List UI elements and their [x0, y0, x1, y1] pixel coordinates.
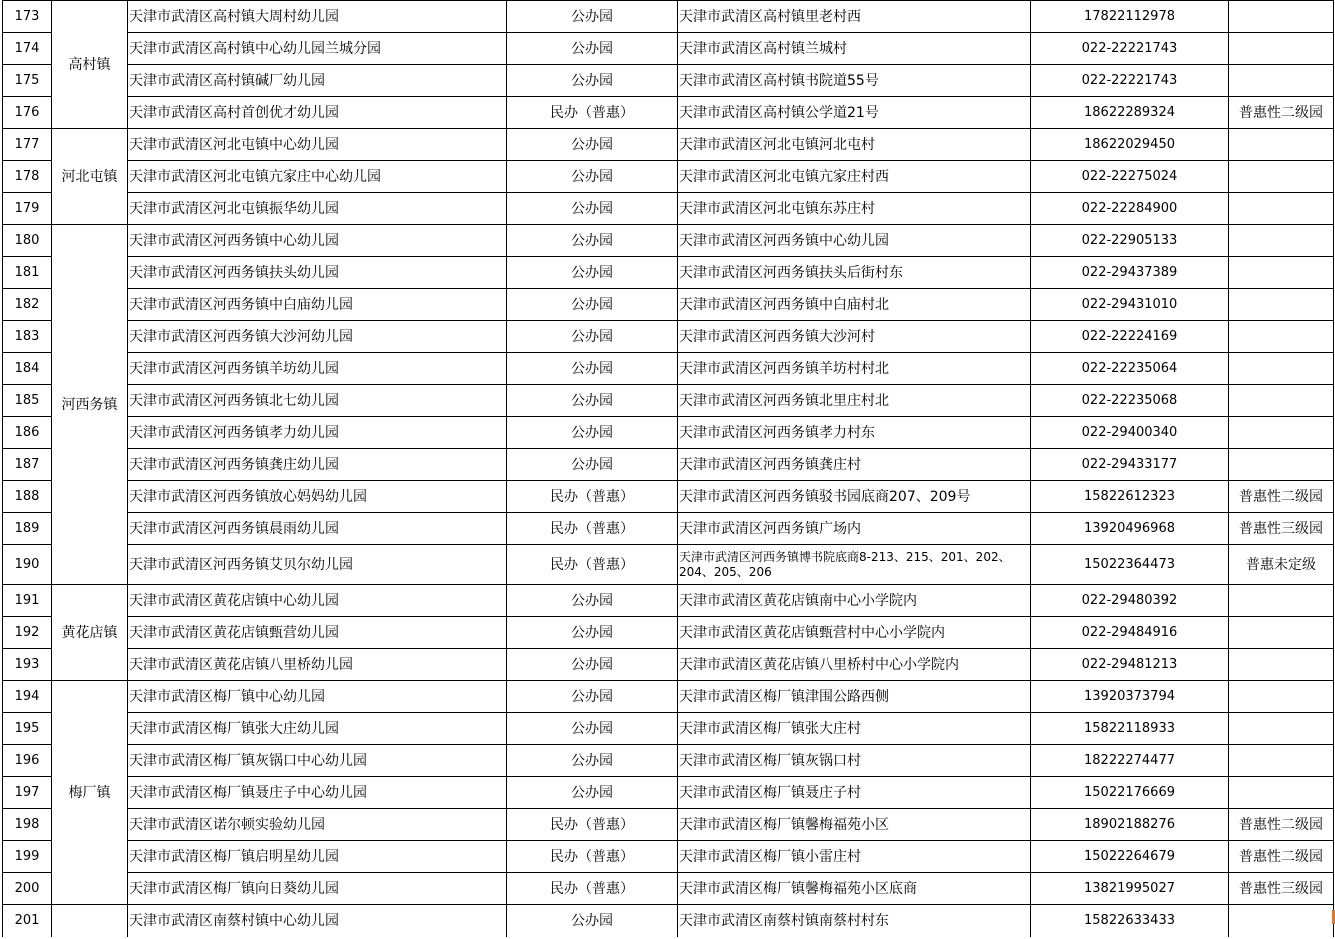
address: 天津市武清区黄花店镇南中心小学院内	[678, 585, 1031, 617]
town-cell: 河北屯镇	[52, 129, 128, 225]
row-number: 199	[3, 841, 52, 873]
table-row	[3, 385, 1334, 417]
kindergarten-name: 天津市武清区高村镇中心幼儿园兰城分园	[128, 33, 507, 65]
rating-note	[1229, 65, 1334, 97]
kindergarten-name: 天津市武清区河北屯镇亢家庄中心幼儿园	[128, 161, 507, 193]
kindergarten-name: 天津市武清区黄花店镇中心幼儿园	[128, 585, 507, 617]
row-number: 176	[3, 97, 52, 129]
rating-note	[1229, 649, 1334, 681]
address: 天津市武清区河西务镇大沙河村	[678, 321, 1031, 353]
address: 天津市武清区河西务镇驳书园底商207、209号	[678, 481, 1031, 513]
school-type: 民办（普惠）	[507, 873, 678, 905]
school-type: 公办园	[507, 129, 678, 161]
row-number: 175	[3, 65, 52, 97]
school-type: 公办园	[507, 353, 678, 385]
kindergarten-name: 天津市武清区梅厂镇聂庄子中心幼儿园	[128, 777, 507, 809]
phone-number: 15822118933	[1031, 713, 1229, 745]
rating-note	[1229, 417, 1334, 449]
phone-number: 022-22905133	[1031, 225, 1229, 257]
rating-note: 普惠性二级园	[1229, 809, 1334, 841]
row-number: 177	[3, 129, 52, 161]
row-number: 174	[3, 33, 52, 65]
school-type: 公办园	[507, 257, 678, 289]
phone-number: 15822612323	[1031, 481, 1229, 513]
address: 天津市武清区梅厂镇小雷庄村	[678, 841, 1031, 873]
address: 天津市武清区黄花店镇八里桥村中心小学院内	[678, 649, 1031, 681]
rating-note	[1229, 617, 1334, 649]
school-type: 公办园	[507, 33, 678, 65]
table-row	[3, 585, 1334, 617]
school-type: 公办园	[507, 225, 678, 257]
row-number: 181	[3, 257, 52, 289]
school-type: 民办（普惠）	[507, 97, 678, 129]
school-type: 公办园	[507, 449, 678, 481]
phone-number: 15822633433	[1031, 905, 1229, 937]
row-number: 192	[3, 617, 52, 649]
address: 天津市武清区梅厂镇灰锅口村	[678, 745, 1031, 777]
phone-number: 13920496968	[1031, 513, 1229, 545]
phone-number: 022-29484916	[1031, 617, 1229, 649]
town-cell: 高村镇	[52, 1, 128, 129]
table-row	[3, 745, 1334, 777]
row-number: 200	[3, 873, 52, 905]
table-row	[3, 161, 1334, 193]
school-type: 公办园	[507, 745, 678, 777]
address: 天津市武清区梅厂镇津围公路西侧	[678, 681, 1031, 713]
rating-note	[1229, 713, 1334, 745]
phone-number: 18622289324	[1031, 97, 1229, 129]
school-type: 公办园	[507, 585, 678, 617]
school-type: 公办园	[507, 617, 678, 649]
table-row	[3, 129, 1334, 161]
row-number: 179	[3, 193, 52, 225]
row-number: 184	[3, 353, 52, 385]
phone-number: 022-22284900	[1031, 193, 1229, 225]
kindergarten-name: 天津市武清区河西务镇孝力幼儿园	[128, 417, 507, 449]
address: 天津市武清区黄花店镇甄营村中心小学院内	[678, 617, 1031, 649]
kindergarten-name: 天津市武清区黄花店镇甄营幼儿园	[128, 617, 507, 649]
address: 天津市武清区河西务镇羊坊村村北	[678, 353, 1031, 385]
kindergarten-name: 天津市武清区河西务镇大沙河幼儿园	[128, 321, 507, 353]
table-row	[3, 513, 1334, 545]
table-row	[3, 321, 1334, 353]
rating-note	[1229, 289, 1334, 321]
school-type: 公办园	[507, 681, 678, 713]
row-number: 188	[3, 481, 52, 513]
school-type: 公办园	[507, 905, 678, 937]
table-row	[3, 841, 1334, 873]
address: 天津市武清区河西务镇北里庄村北	[678, 385, 1031, 417]
address: 天津市武清区河西务镇扶头后街村东	[678, 257, 1031, 289]
school-type: 公办园	[507, 289, 678, 321]
kindergarten-table	[2, 0, 1334, 937]
table-row	[3, 617, 1334, 649]
kindergarten-name: 天津市武清区南蔡村镇中心幼儿园	[128, 905, 507, 937]
school-type: 民办（普惠）	[507, 809, 678, 841]
address: 天津市武清区高村镇兰城村	[678, 33, 1031, 65]
phone-number: 022-22235064	[1031, 353, 1229, 385]
town-cell	[52, 905, 128, 937]
kindergarten-name: 天津市武清区梅厂镇中心幼儿园	[128, 681, 507, 713]
town-cell: 黄花店镇	[52, 585, 128, 681]
row-number: 185	[3, 385, 52, 417]
rating-note: 普惠性三级园	[1229, 873, 1334, 905]
row-number: 198	[3, 809, 52, 841]
phone-number: 13920373794	[1031, 681, 1229, 713]
phone-number: 18222274477	[1031, 745, 1229, 777]
address: 天津市武清区河西务镇孝力村东	[678, 417, 1031, 449]
table-row	[3, 649, 1334, 681]
row-number: 183	[3, 321, 52, 353]
town-cell: 河西务镇	[52, 225, 128, 585]
address: 天津市武清区河西务镇中白庙村北	[678, 289, 1031, 321]
kindergarten-name: 天津市武清区河西务镇晨雨幼儿园	[128, 513, 507, 545]
kindergarten-name: 天津市武清区河西务镇放心妈妈幼儿园	[128, 481, 507, 513]
school-type: 民办（普惠）	[507, 545, 678, 585]
rating-note	[1229, 257, 1334, 289]
rating-note	[1229, 905, 1334, 937]
address: 天津市武清区梅厂镇聂庄子村	[678, 777, 1031, 809]
address: 天津市武清区高村镇公学道21号	[678, 97, 1031, 129]
phone-number: 022-29437389	[1031, 257, 1229, 289]
rating-note: 普惠性二级园	[1229, 841, 1334, 873]
rating-note	[1229, 353, 1334, 385]
school-type: 公办园	[507, 161, 678, 193]
table-row	[3, 97, 1334, 129]
phone-number: 18622029450	[1031, 129, 1229, 161]
phone-number: 022-29433177	[1031, 449, 1229, 481]
phone-number: 15022264679	[1031, 841, 1229, 873]
row-number: 180	[3, 225, 52, 257]
phone-number: 022-22221743	[1031, 33, 1229, 65]
row-number: 193	[3, 649, 52, 681]
school-type: 公办园	[507, 193, 678, 225]
kindergarten-name: 天津市武清区河西务镇北七幼儿园	[128, 385, 507, 417]
address: 天津市武清区河北屯镇东苏庄村	[678, 193, 1031, 225]
kindergarten-name: 天津市武清区梅厂镇向日葵幼儿园	[128, 873, 507, 905]
address: 天津市武清区河西务镇龚庄村	[678, 449, 1031, 481]
rating-note: 普惠性二级园	[1229, 481, 1334, 513]
row-number: 173	[3, 1, 52, 33]
table-row	[3, 713, 1334, 745]
row-number: 189	[3, 513, 52, 545]
phone-number: 022-22275024	[1031, 161, 1229, 193]
phone-number: 022-22221743	[1031, 65, 1229, 97]
phone-number: 022-29480392	[1031, 585, 1229, 617]
address: 天津市武清区南蔡村镇南蔡村村东	[678, 905, 1031, 937]
rating-note	[1229, 225, 1334, 257]
rating-note	[1229, 161, 1334, 193]
address: 天津市武清区梅厂镇张大庄村	[678, 713, 1031, 745]
table-row	[3, 417, 1334, 449]
table-row	[3, 65, 1334, 97]
rating-note	[1229, 449, 1334, 481]
address: 天津市武清区河北屯镇河北屯村	[678, 129, 1031, 161]
kindergarten-name: 天津市武清区诺尔顿实验幼儿园	[128, 809, 507, 841]
school-type: 公办园	[507, 65, 678, 97]
kindergarten-name: 天津市武清区河北屯镇中心幼儿园	[128, 129, 507, 161]
row-number: 182	[3, 289, 52, 321]
table-row	[3, 681, 1334, 713]
rating-note	[1229, 129, 1334, 161]
kindergarten-name: 天津市武清区梅厂镇灰锅口中心幼儿园	[128, 745, 507, 777]
phone-number: 17822112978	[1031, 1, 1229, 33]
kindergarten-name: 天津市武清区河西务镇艾贝尔幼儿园	[128, 545, 507, 585]
row-number: 178	[3, 161, 52, 193]
rating-note	[1229, 745, 1334, 777]
phone-number: 022-22224169	[1031, 321, 1229, 353]
kindergarten-name: 天津市武清区黄花店镇八里桥幼儿园	[128, 649, 507, 681]
row-number: 195	[3, 713, 52, 745]
address: 天津市武清区河西务镇博书院底商8-213、215、201、202、204、205、206	[678, 545, 1031, 585]
phone-number: 022-29481213	[1031, 649, 1229, 681]
row-number: 186	[3, 417, 52, 449]
rating-note	[1229, 193, 1334, 225]
table-row	[3, 481, 1334, 513]
school-type: 公办园	[507, 713, 678, 745]
table-row	[3, 1, 1334, 33]
phone-number: 13821995027	[1031, 873, 1229, 905]
kindergarten-name: 天津市武清区高村首创优才幼儿园	[128, 97, 507, 129]
phone-number: 15022364473	[1031, 545, 1229, 585]
row-number: 194	[3, 681, 52, 713]
table-row	[3, 905, 1334, 937]
rating-note	[1229, 777, 1334, 809]
rating-note	[1229, 321, 1334, 353]
rating-note	[1229, 33, 1334, 65]
kindergarten-name: 天津市武清区河西务镇羊坊幼儿园	[128, 353, 507, 385]
kindergarten-name: 天津市武清区河西务镇龚庄幼儿园	[128, 449, 507, 481]
table-row	[3, 809, 1334, 841]
school-type: 公办园	[507, 321, 678, 353]
rating-note	[1229, 681, 1334, 713]
kindergarten-name: 天津市武清区高村镇大周村幼儿园	[128, 1, 507, 33]
rating-note: 普惠性三级园	[1229, 513, 1334, 545]
table-row	[3, 289, 1334, 321]
table-row	[3, 33, 1334, 65]
row-number: 191	[3, 585, 52, 617]
phone-number: 18902188276	[1031, 809, 1229, 841]
school-type: 公办园	[507, 417, 678, 449]
school-type: 公办园	[507, 385, 678, 417]
address: 天津市武清区梅厂镇馨梅福苑小区底商	[678, 873, 1031, 905]
phone-number: 022-29400340	[1031, 417, 1229, 449]
rating-note	[1229, 585, 1334, 617]
address: 天津市武清区河西务镇中心幼儿园	[678, 225, 1031, 257]
table-body	[3, 1, 1334, 937]
kindergarten-name: 天津市武清区河西务镇扶头幼儿园	[128, 257, 507, 289]
address: 天津市武清区高村镇里老村西	[678, 1, 1031, 33]
town-cell: 梅厂镇	[52, 681, 128, 905]
address: 天津市武清区河西务镇广场内	[678, 513, 1031, 545]
kindergarten-name: 天津市武清区高村镇碱厂幼儿园	[128, 65, 507, 97]
rating-note: 普惠性二级园	[1229, 97, 1334, 129]
address: 天津市武清区高村镇书院道55号	[678, 65, 1031, 97]
address: 天津市武清区梅厂镇馨梅福苑小区	[678, 809, 1031, 841]
table-row	[3, 777, 1334, 809]
school-type: 民办（普惠）	[507, 481, 678, 513]
kindergarten-name: 天津市武清区河西务镇中白庙幼儿园	[128, 289, 507, 321]
row-number: 187	[3, 449, 52, 481]
rating-note	[1229, 1, 1334, 33]
school-type: 公办园	[507, 777, 678, 809]
kindergarten-name: 天津市武清区河西务镇中心幼儿园	[128, 225, 507, 257]
table-row	[3, 193, 1334, 225]
address: 天津市武清区河北屯镇亢家庄村西	[678, 161, 1031, 193]
row-number: 201	[3, 905, 52, 937]
rating-note	[1229, 385, 1334, 417]
table-row	[3, 873, 1334, 905]
school-type: 公办园	[507, 1, 678, 33]
phone-number: 022-29431010	[1031, 289, 1229, 321]
kindergarten-name: 天津市武清区河北屯镇振华幼儿园	[128, 193, 507, 225]
kindergarten-name: 天津市武清区梅厂镇启明星幼儿园	[128, 841, 507, 873]
table-row	[3, 449, 1334, 481]
kindergarten-name: 天津市武清区梅厂镇张大庄幼儿园	[128, 713, 507, 745]
rating-note: 普惠未定级	[1229, 545, 1334, 585]
table-row	[3, 225, 1334, 257]
school-type: 民办（普惠）	[507, 841, 678, 873]
row-number: 196	[3, 745, 52, 777]
row-number: 197	[3, 777, 52, 809]
row-number: 190	[3, 545, 52, 585]
school-type: 公办园	[507, 649, 678, 681]
table-row	[3, 353, 1334, 385]
table-row	[3, 545, 1334, 585]
table-row	[3, 257, 1334, 289]
school-type: 民办（普惠）	[507, 513, 678, 545]
phone-number: 022-22235068	[1031, 385, 1229, 417]
phone-number: 15022176669	[1031, 777, 1229, 809]
